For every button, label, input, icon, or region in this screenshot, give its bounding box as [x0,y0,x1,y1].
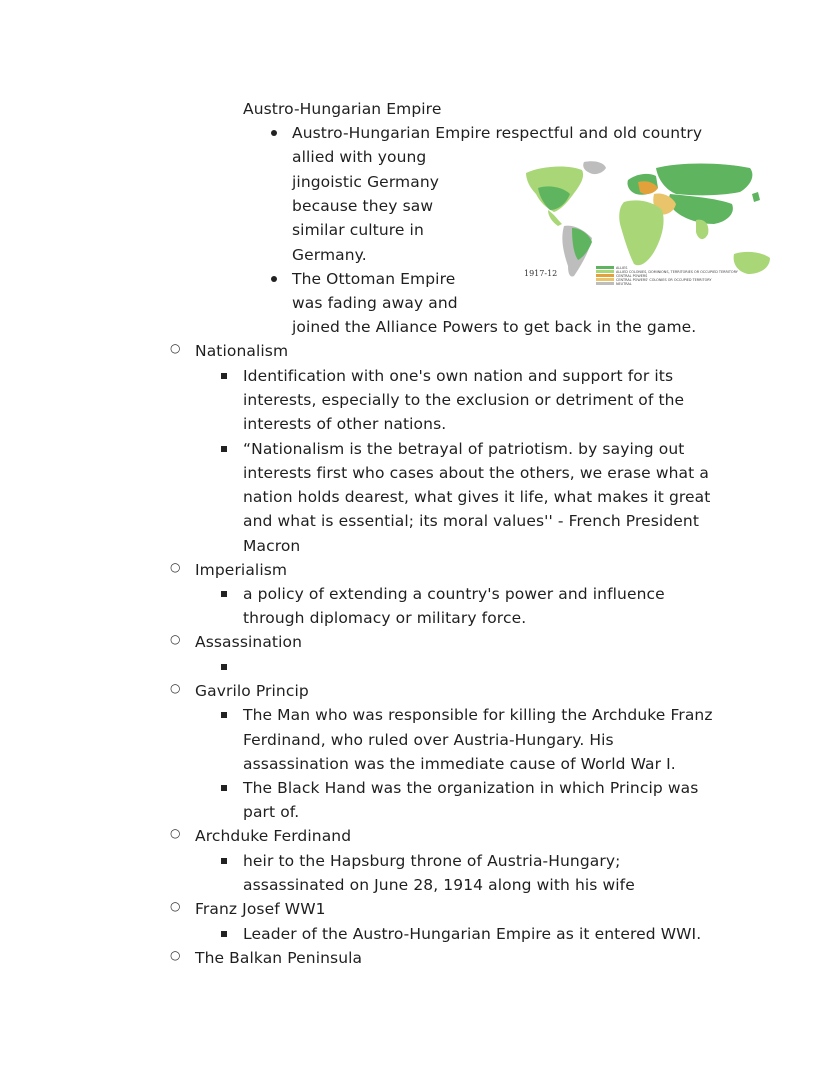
item-line: The Man who was responsible for killing the Archduke Franz [243,706,713,724]
item-line: assassination was the immediate cause of World War I. [243,755,676,773]
section-title-franz-josef: Franz Josef WW1 [195,900,326,918]
item-line: interests, especially to the exclusion or detriment of the [243,391,685,409]
circle-bullet: ○ [170,341,181,355]
world-map-image [520,158,785,290]
item-line: Ferdinand, who ruled over Austria-Hungary. His [243,731,614,749]
square-bullet [221,931,227,937]
item-line: interests first who cases about the others, we erase what a [243,464,709,482]
bullet-line: allied with young [292,148,427,166]
bullet-dot [271,130,277,136]
section-title-archduke-ferdinand: Archduke Ferdinand [195,827,352,845]
bullet-dot [271,276,277,282]
section-title-imperialism: Imperialism [195,561,288,579]
item-line: part of. [243,803,300,821]
square-bullet [221,785,227,791]
item-line: interests of other nations. [243,415,447,433]
bullet-line: jingoistic Germany [292,173,440,191]
square-bullet [221,664,227,670]
circle-bullet: ○ [170,948,181,962]
legend-label: ALLIED COLONIES, DOMINIONS, TERRITORIES OR OCCUPIED TERRITORY [616,270,738,274]
legend-swatch-neutral [596,282,614,285]
legend-label: NEUTRAL [616,282,632,286]
legend-swatch-central-colonies [596,278,614,281]
item-line: a policy of extending a country's power and influence [243,585,665,603]
square-bullet [221,712,227,718]
item-line: heir to the Hapsburg throne of Austria-Hungary; [243,852,621,870]
section-title-nationalism: Nationalism [195,342,289,360]
bullet-line: The Ottoman Empire [292,270,456,288]
bullet-line: Germany. [292,246,367,264]
square-bullet [221,858,227,864]
item-line: Leader of the Austro-Hungarian Empire as it entered WWI. [243,925,702,943]
legend-swatch-allied-colonies [596,270,614,273]
circle-bullet: ○ [170,632,181,646]
bullet-line: because they saw [292,197,434,215]
bullet-line: was fading away and [292,294,458,312]
bullet-line: Austro-Hungarian Empire respectful and old country [292,124,703,142]
circle-bullet: ○ [170,681,181,695]
square-bullet [221,373,227,379]
legend-swatch-central-powers [596,274,614,277]
item-line: “Nationalism is the betrayal of patriotism. by saying out [243,440,685,458]
legend-label: ALLIES [616,266,628,270]
section-title-gavrilo-princip: Gavrilo Princip [195,682,309,700]
item-line: through diplomacy or military force. [243,609,527,627]
map-landmasses [526,161,770,276]
bullet-line: similar culture in [292,221,424,239]
map-year-label: 1917-12 [524,269,558,278]
square-bullet [221,446,227,452]
item-line: Macron [243,537,301,555]
item-line: The Black Hand was the organization in which Princip was [243,779,699,797]
legend-label: CENTRAL POWERS [616,274,648,278]
heading: Austro-Hungarian Empire [243,100,442,118]
map-legend [596,266,739,286]
bullet-line: joined the Alliance Powers to get back in the game. [292,318,697,336]
circle-bullet: ○ [170,826,181,840]
square-bullet [221,591,227,597]
item-line: assassinated on June 28, 1914 along with his wife [243,876,635,894]
item-line: nation holds dearest, what gives it life, what makes it great [243,488,711,506]
section-title-assassination: Assassination [195,633,303,651]
legend-label: CENTRAL POWERS' COLONIES OR OCCUPIED TERRITORY [616,278,712,282]
circle-bullet: ○ [170,899,181,913]
section-title-balkan-peninsula: The Balkan Peninsula [195,949,363,967]
item-line: Identification with one's own nation and support for its [243,367,674,385]
circle-bullet: ○ [170,560,181,574]
legend-swatch-allies [596,266,614,269]
item-line: and what is essential; its moral values'' - French President [243,512,699,530]
